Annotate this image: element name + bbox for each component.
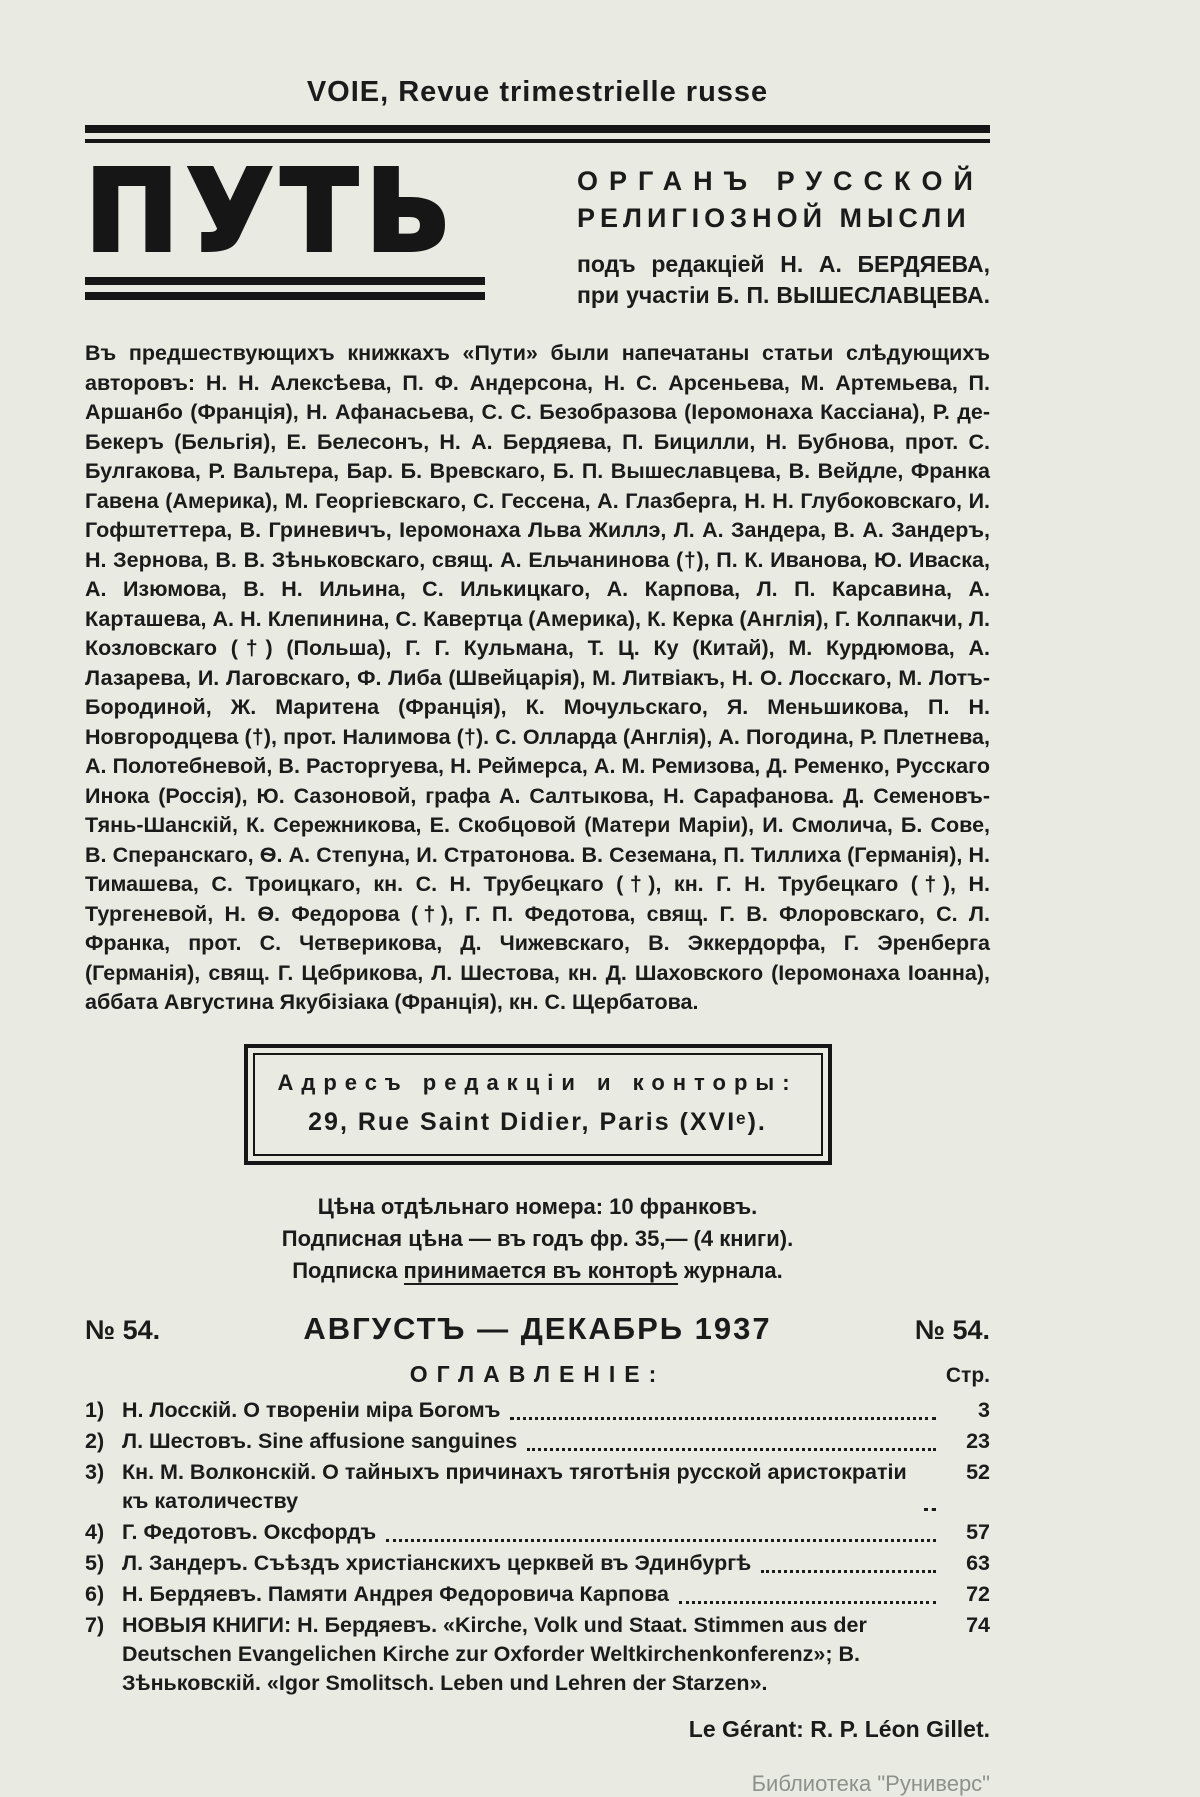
toc-item-title: Кн. М. Волконскій. О тайныхъ причинахъ тяготѣнія русской аристократіи къ католичеству <box>122 1459 907 1513</box>
subscription-info <box>85 1191 990 1287</box>
dot-leader <box>527 1448 936 1451</box>
editor-line: при участіи Б. П. ВЫШЕСЛАВЦЕВА. <box>577 282 990 308</box>
toc-item-number: 4) <box>85 1519 105 1544</box>
logo-underline-bars <box>85 277 485 300</box>
dot-leader <box>761 1570 936 1573</box>
dot-leader <box>679 1601 936 1604</box>
logo-bar <box>85 292 485 300</box>
scanned-journal-page <box>85 0 990 1797</box>
toc-item-title: НОВЫЯ КНИГИ: Н. Бердяевъ. «Kirche, Volk und Staat. Stimmen aus der Deutschen Evangelichen Kirche zur Oxforder Weltkirchenkonferenz»; В. Зѣньковскій. «Igor Smolitsch. Leben und Lehren der Starzen». <box>122 1612 867 1695</box>
price-line: Цѣна отдѣльнаго номера: 10 франковъ. <box>317 1193 758 1219</box>
issue-number-right: № 54. <box>914 1314 990 1345</box>
library-watermark: Библиотека "Руниверс" <box>751 1770 990 1796</box>
toc-item-number: 5) <box>85 1550 105 1575</box>
journal-subtitle: VOIE, Revue trimestrielle russe <box>306 76 769 108</box>
office-line-post: журнала. <box>677 1257 783 1283</box>
address-box <box>244 1044 832 1165</box>
address-label: Адресъ редакціи и конторы: <box>277 1069 798 1095</box>
toc-item-page: 74 <box>966 1612 990 1637</box>
rule-thin <box>85 139 990 143</box>
toc-item <box>85 1549 990 1578</box>
address-box-inner <box>253 1053 823 1156</box>
toc-heading: ОГЛАВЛЕНІЕ: <box>409 1360 666 1387</box>
office-line <box>85 1255 990 1287</box>
editor-line: подъ редакціей Н. А. БЕРДЯЕВА, <box>577 251 990 277</box>
editor-lines <box>577 249 990 311</box>
address-box-wrap <box>85 1044 990 1165</box>
dot-leader <box>386 1539 936 1542</box>
toc-item-title: Н. Лосскій. О твореніи міра Богомъ <box>122 1397 501 1422</box>
office-line-pre: Подписка <box>292 1257 404 1283</box>
toc-item-page: 72 <box>966 1581 990 1606</box>
toc-item <box>85 1427 990 1456</box>
toc-item-title: Л. Шестовъ. Sine affusione sanguines <box>122 1428 518 1453</box>
toc-item-number: 6) <box>85 1581 105 1606</box>
issue-header-row <box>85 1311 990 1347</box>
journal-logo-block <box>85 147 485 311</box>
toc-item <box>85 1458 990 1516</box>
address-value: 29, Rue Saint Didier, Paris (XVIᵉ). <box>308 1107 767 1136</box>
toc-item <box>85 1396 990 1425</box>
issue-number-left: № 54. <box>85 1314 161 1345</box>
toc-item-number: 3) <box>85 1459 105 1484</box>
toc-item-page: 63 <box>966 1550 990 1575</box>
dot-leader <box>924 1508 936 1511</box>
toc-page-column-label: Стр. <box>945 1363 990 1387</box>
organ-line: РЕЛИГІОЗНОЙ МЫСЛИ <box>577 203 971 233</box>
organ-line: ОРГАНЪ РУССКОЙ <box>577 166 984 196</box>
toc-item <box>85 1518 990 1547</box>
masthead-right-column <box>577 159 990 311</box>
double-rule <box>85 125 990 143</box>
toc-item-page: 23 <box>966 1428 990 1453</box>
toc-item-title: Н. Бердяевъ. Памяти Андрея Федоровича Карпова <box>122 1581 669 1606</box>
toc-item-number: 1) <box>85 1397 105 1422</box>
journal-logo: ПУТЬ <box>85 147 459 277</box>
yearly-price-line: Подписная цѣна — въ годъ фр. 35,— (4 книги). <box>281 1225 794 1251</box>
rule-thick <box>85 125 990 133</box>
toc-heading-row <box>85 1361 990 1388</box>
previous-authors-paragraph: Въ предшествующихъ книжкахъ «Пути» были напечатаны статьи слѣдующихъ авторовъ: Н. Н. Алексѣева, П. Ф. Андерсона, Н. С. Арсеньева, М. Артемьева, П. Аршанбо (Франція), Н. Афанасьева, С. С. Безобразова (Іеромонаха Кассіана), Р. де-Бекеръ (Бельгія), Е. Белесонъ, Н. А. Бердяева, П. Бицилли, Н. Бубнова, прот. С. Булгакова, Р. Вальтера, Бар. Б. Вревскаго, Б. П. Вышеславцева, В. Вейдле, Франка Гавена (Америка), М. Георгіевскаго, С. Гессена, А. Глазберга, Н. Н. Глубоковскаго, И. Гофштеттера, В. Гриневичъ, Іеромонаха Льва Жиллэ, Л. А. Зандера, В. А. Зандеръ, Н. Зернова, В. В. Зѣньковскаго, свящ. А. Ельчанинова (†), П. К. Иванова, Ю. Иваска, А. Изюмова, В. Н. Ильина, С. Илькицкаго, А. Карпова, Л. П. Карсавина, А. Карташева, А. Н. Клепинина, С. Кавертца (Америка), К. Керка (Англія), Г. Колпакчи, Л. Козловскаго (†) (Польша), Г. Г. Кульмана, Т. Ц. Ку (Китай), М. Курдюмова, А. Лазарева, И. Лаговскаго, Ф. Либа (Швейцарія), М. Литвіакъ, Н. О. Лосскаго, М. Лотъ-Бородиной, Ж. Маритена (Франція), К. Мочульскаго, Я. Меньшикова, П. Н. Новгородцева (†), прот. Налимова (†). С. Олларда (Англія), А. Погодина, Р. Плетнева, А. Полотебневой, В. Расторгуева, Н. Реймерса, А. М. Ремизова, Д. Ременко, Русскаго Инока (Россія), Ю. Сазоновой, графа А. Салтыкова, Н. Сарафанова. Д. Семеновъ-Тянь-Шанскій, К. Сережникова, Е. Скобцовой (Матери Маріи), И. Смолича, Б. Сове, В. Сперанскаго, Ѳ. А. Степуна, И. Стратонова. В. Сеземана, П. Тиллиха (Германія), Н. Тимашева, С. Троицкаго, кн. С. Н. Трубецкаго (†), кн. Г. Н. Трубецкаго (†), Н. Тургеневой, Н. Ѳ. Федорова (†), Г. П. Федотова, свящ. Г. В. Флоровскаго, С. Л. Франка, прот. С. Четверикова, Д. Чижевскаго, В. Эккердорфа, Г. Эренберга (Германія), свящ. Г. Цебрикова, Л. Шестова, кн. Д. Шаховского (Іеромонаха Іоанна), аббата Августина Якубізіака (Франція), кн. С. Щербатова. <box>85 341 990 1014</box>
toc-item-number: 2) <box>85 1428 105 1453</box>
dot-leader <box>510 1417 936 1420</box>
office-line-underlined: принимается въ конторѣ <box>403 1257 678 1283</box>
issue-season-title: АВГУСТЪ — ДЕКАБРЬ 1937 <box>303 1310 772 1346</box>
toc-item-page: 57 <box>966 1519 990 1544</box>
masthead <box>85 147 990 311</box>
toc-item-page: 3 <box>978 1397 990 1422</box>
table-of-contents <box>85 1396 990 1698</box>
toc-item-title: Г. Федотовъ. Оксфордъ <box>122 1519 377 1544</box>
gerant-line: Le Gérant: R. P. Léon Gillet. <box>688 1715 990 1742</box>
toc-item-page: 52 <box>966 1459 990 1484</box>
toc-item-title: Л. Зандеръ. Съѣздъ христіанскихъ церквей въ Эдинбургѣ <box>122 1550 752 1575</box>
toc-item <box>85 1611 990 1698</box>
toc-item-number: 7) <box>85 1612 105 1637</box>
logo-bar <box>85 277 485 285</box>
toc-item <box>85 1580 990 1609</box>
